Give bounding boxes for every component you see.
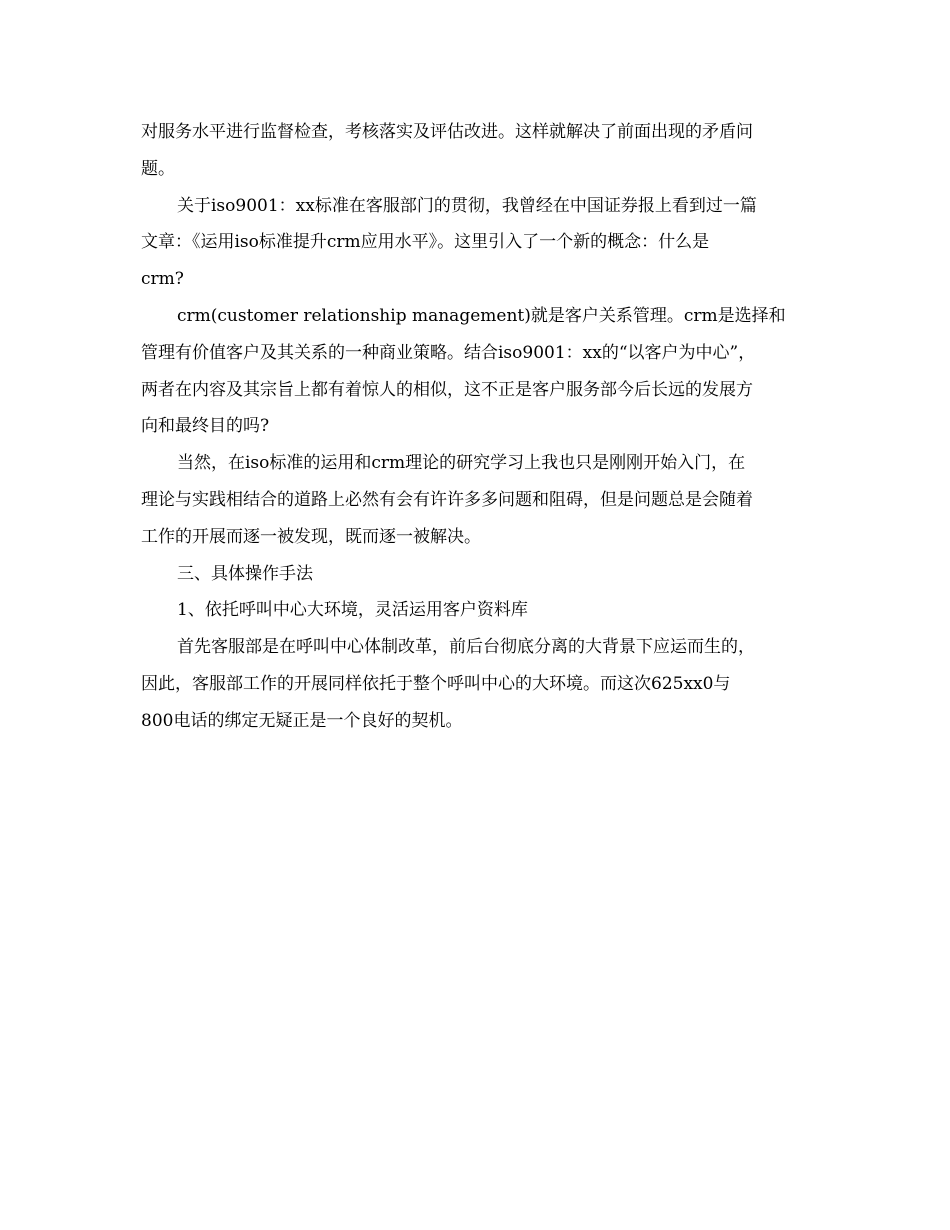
paragraph-line: 对服务水平进行监督检查，考核落实及评估改进。这样就解决了前面出现的矛盾问 [141, 122, 753, 142]
paragraph-line: 当然，在iso标准的运用和crm理论的研究学习上我也只是刚刚开始入门，在 [177, 453, 746, 474]
paragraph-line: 关于iso9001：xx标准在客服部门的贯彻，我曾经在中国证券报上看到过一篇 [177, 195, 757, 216]
section-heading: 三、具体操作手法 [177, 563, 313, 584]
document-body [141, 114, 811, 740]
paragraph-line: crm(customer relationship management)就是客户关系管理。crm是选择和 [177, 305, 786, 326]
paragraph-line: 首先客服部是在呼叫中心体制改革，前后台彻底分离的大背景下应运而生的， [177, 637, 755, 658]
subsection-heading: 1、依托呼叫中心大环境，灵活运用客户资料库 [177, 600, 528, 621]
paragraph-line: 向和最终目的吗? [141, 416, 270, 437]
paragraph-line: 理论与实践相结合的道路上必然有会有许许多多问题和阻碍，但是问题总是会随着 [141, 489, 753, 510]
paragraph-line: 800电话的绑定无疑正是一个良好的契机。 [141, 710, 463, 731]
paragraph-line: 管理有价值客户及其关系的一种商业策略。结合iso9001：xx的“以客户为中心”， [141, 342, 756, 363]
paragraph-line: 文章：《运用iso标准提升crm应用水平》。这里引入了一个新的概念：什么是 [141, 232, 710, 253]
paragraph-line: crm? [141, 269, 184, 290]
paragraph-line: 题。 [141, 158, 175, 179]
paragraph-line: 因此，客服部工作的开展同样依托于整个呼叫中心的大环境。而这次625xx0与 [141, 673, 731, 694]
paragraph-line: 两者在内容及其宗旨上都有着惊人的相似，这不正是客户服务部今后长远的发展方 [141, 379, 753, 400]
paragraph-line: 工作的开展而逐一被发现，既而逐一被解决。 [141, 526, 481, 547]
